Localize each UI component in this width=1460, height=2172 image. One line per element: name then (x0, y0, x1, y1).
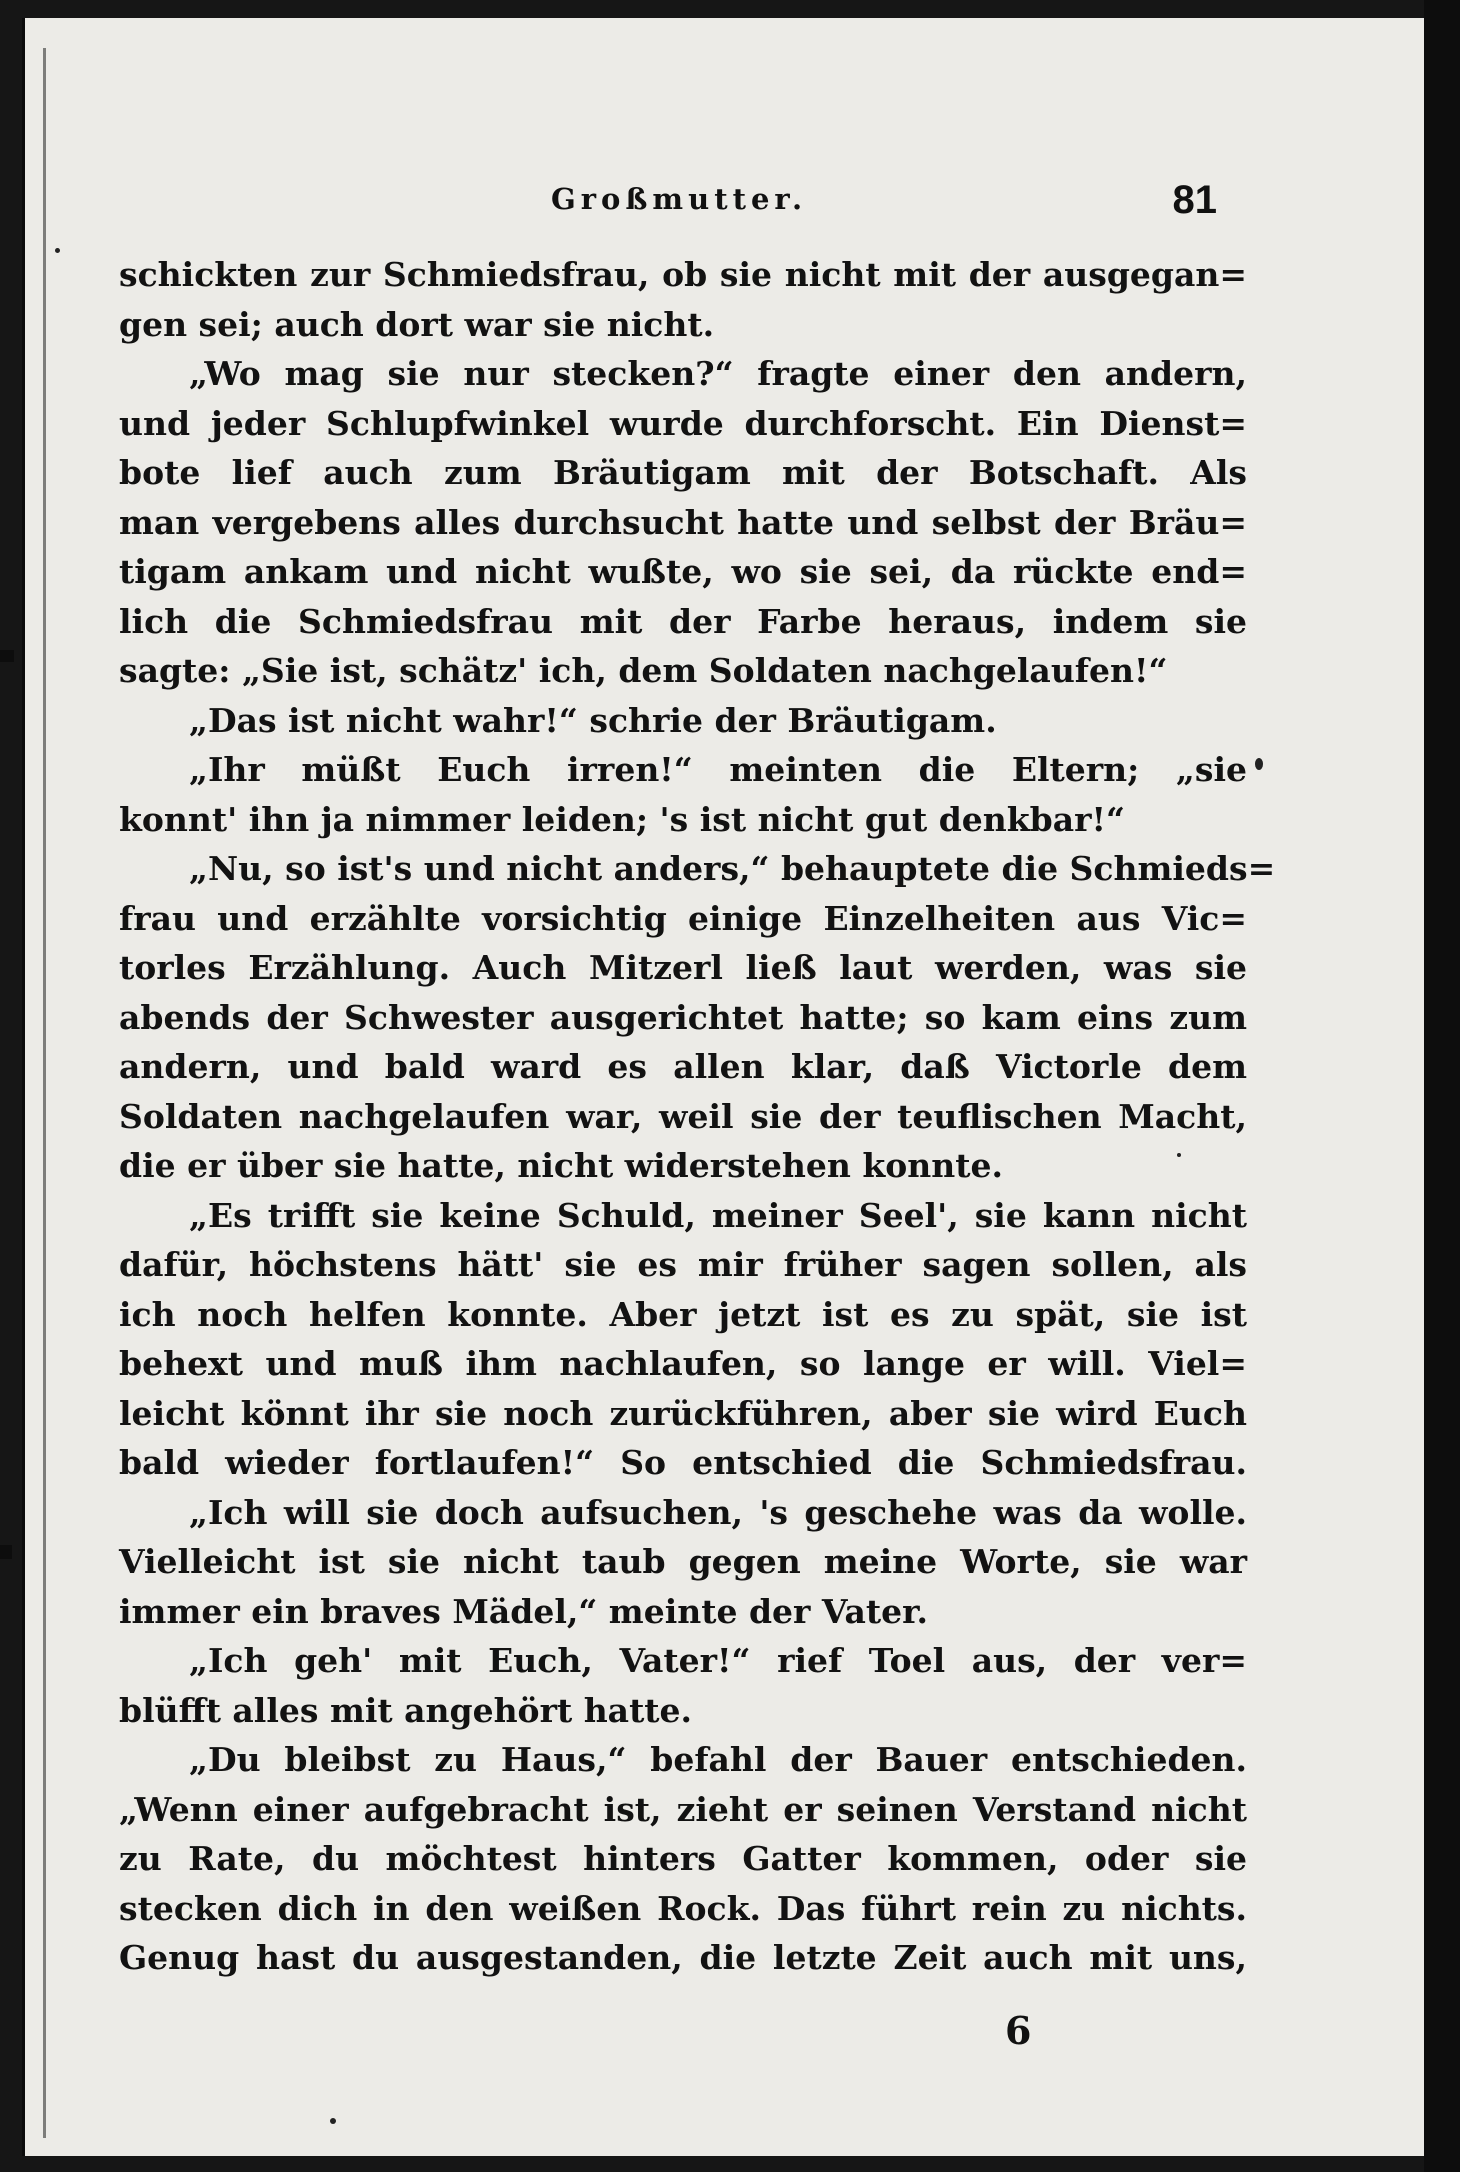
text-line: „Es trifft sie keine Schuld, meiner Seel', sie kann nicht (189, 1195, 1247, 1235)
text-line: immer ein braves Mädel,“ meinte der Vater. (119, 1591, 928, 1631)
ink-speck (1177, 1153, 1181, 1157)
text-line: Genug hast du ausgestanden, die letzte Zeit auch mit uns, (119, 1938, 1247, 1977)
ink-speck (55, 248, 60, 253)
running-title: Großmutter. (551, 182, 808, 216)
text-line: blüfft alles mit angehört hatte. (119, 1690, 693, 1730)
text-line: bote lief auch zum Bräutigam mit der Botschaft. Als (119, 453, 1247, 492)
text-line: ich noch helfen konnte. Aber jetzt ist es zu spät, sie ist (119, 1294, 1247, 1334)
text-line: „Nu, so ist's und nicht anders,“ behauptete die Schmieds= (189, 849, 1276, 888)
text-line: Soldaten nachgelaufen war, weil sie der teuflischen Macht, (119, 1096, 1247, 1136)
text-line: behext und muß ihm nachlaufen, so lange er will. Viel= (119, 1344, 1247, 1383)
text-line: torles Erzählung. Auch Mitzerl ließ laut werden, was sie (119, 948, 1247, 987)
text-line: stecken dich in den weißen Rock. Das führt rein zu nichts. (119, 1888, 1247, 1928)
book-page (22, 18, 1424, 2156)
text-line: dafür, höchstens hätt' sie es mir früher sagen sollen, als (119, 1245, 1247, 1284)
signature-mark: 6 (1005, 2008, 1032, 2053)
binding-shadow (43, 48, 46, 2138)
text-line: „Ich will sie doch aufsuchen, 's geschehe was da wolle. (189, 1492, 1247, 1532)
text-line: bald wieder fortlaufen!“ So entschied die Schmiedsfrau. (119, 1443, 1247, 1482)
text-line: frau und erzählte vorsichtig einige Einzelheiten aus Vic= (119, 898, 1247, 938)
text-line: konnt' ihn ja nimmer leiden; 's ist nicht gut denkbar!“ (119, 799, 1125, 839)
page-header (115, 178, 1235, 228)
text-line: und jeder Schlupfwinkel wurde durchforscht. Ein Dienst= (119, 403, 1247, 443)
text-line: „Du bleibst zu Haus,“ befahl der Bauer entschieden. (189, 1740, 1247, 1779)
text-line: lich die Schmiedsfrau mit der Farbe heraus, indem sie (119, 601, 1247, 641)
text-line: „Ich geh' mit Euch, Vater!“ rief Toel aus, der ver= (189, 1641, 1247, 1680)
text-line: abends der Schwester ausgerichtet hatte; so kam eins zum (119, 997, 1247, 1037)
text-line: man vergebens alles durchsucht hatte und selbst der Bräu= (119, 502, 1247, 542)
ink-speck (1255, 758, 1263, 770)
text-line: die er über sie hatte, nicht widerstehen konnte. (119, 1146, 1003, 1185)
text-line: sagte: „Sie ist, schätz' ich, dem Soldaten nachgelaufen!“ (119, 651, 1168, 690)
text-line: „Das ist nicht wahr!“ schrie der Bräutigam. (189, 700, 997, 740)
page-number: 81 (1172, 178, 1217, 222)
edge-shadow (0, 1545, 12, 1559)
text-line: schickten zur Schmiedsfrau, ob sie nicht mit der ausgegan= (119, 255, 1247, 294)
text-line: „Ihr müßt Euch irren!“ meinten die Eltern; „sie (189, 750, 1247, 789)
body-text (119, 250, 1276, 1983)
text-line: andern, und bald ward es allen klar, daß Victorle dem (119, 1047, 1247, 1086)
edge-shadow (1424, 0, 1460, 2172)
text-line: tigam ankam und nicht wußte, wo sie sei, da rückte end= (119, 552, 1247, 591)
edge-shadow (0, 650, 14, 662)
text-line: gen sei; auch dort war sie nicht. (119, 304, 715, 344)
text-line: „Wo mag sie nur stecken?“ fragte einer den andern, (189, 354, 1247, 393)
text-line: leicht könnt ihr sie noch zurückführen, aber sie wird Euch (119, 1393, 1247, 1433)
text-line: Vielleicht ist sie nicht taub gegen meine Worte, sie war (119, 1542, 1247, 1581)
text-line: zu Rate, du möchtest hinters Gatter kommen, oder sie (119, 1839, 1247, 1878)
text-line: „Wenn einer aufgebracht ist, zieht er seinen Verstand nicht (119, 1789, 1247, 1829)
ink-speck (330, 2118, 336, 2124)
